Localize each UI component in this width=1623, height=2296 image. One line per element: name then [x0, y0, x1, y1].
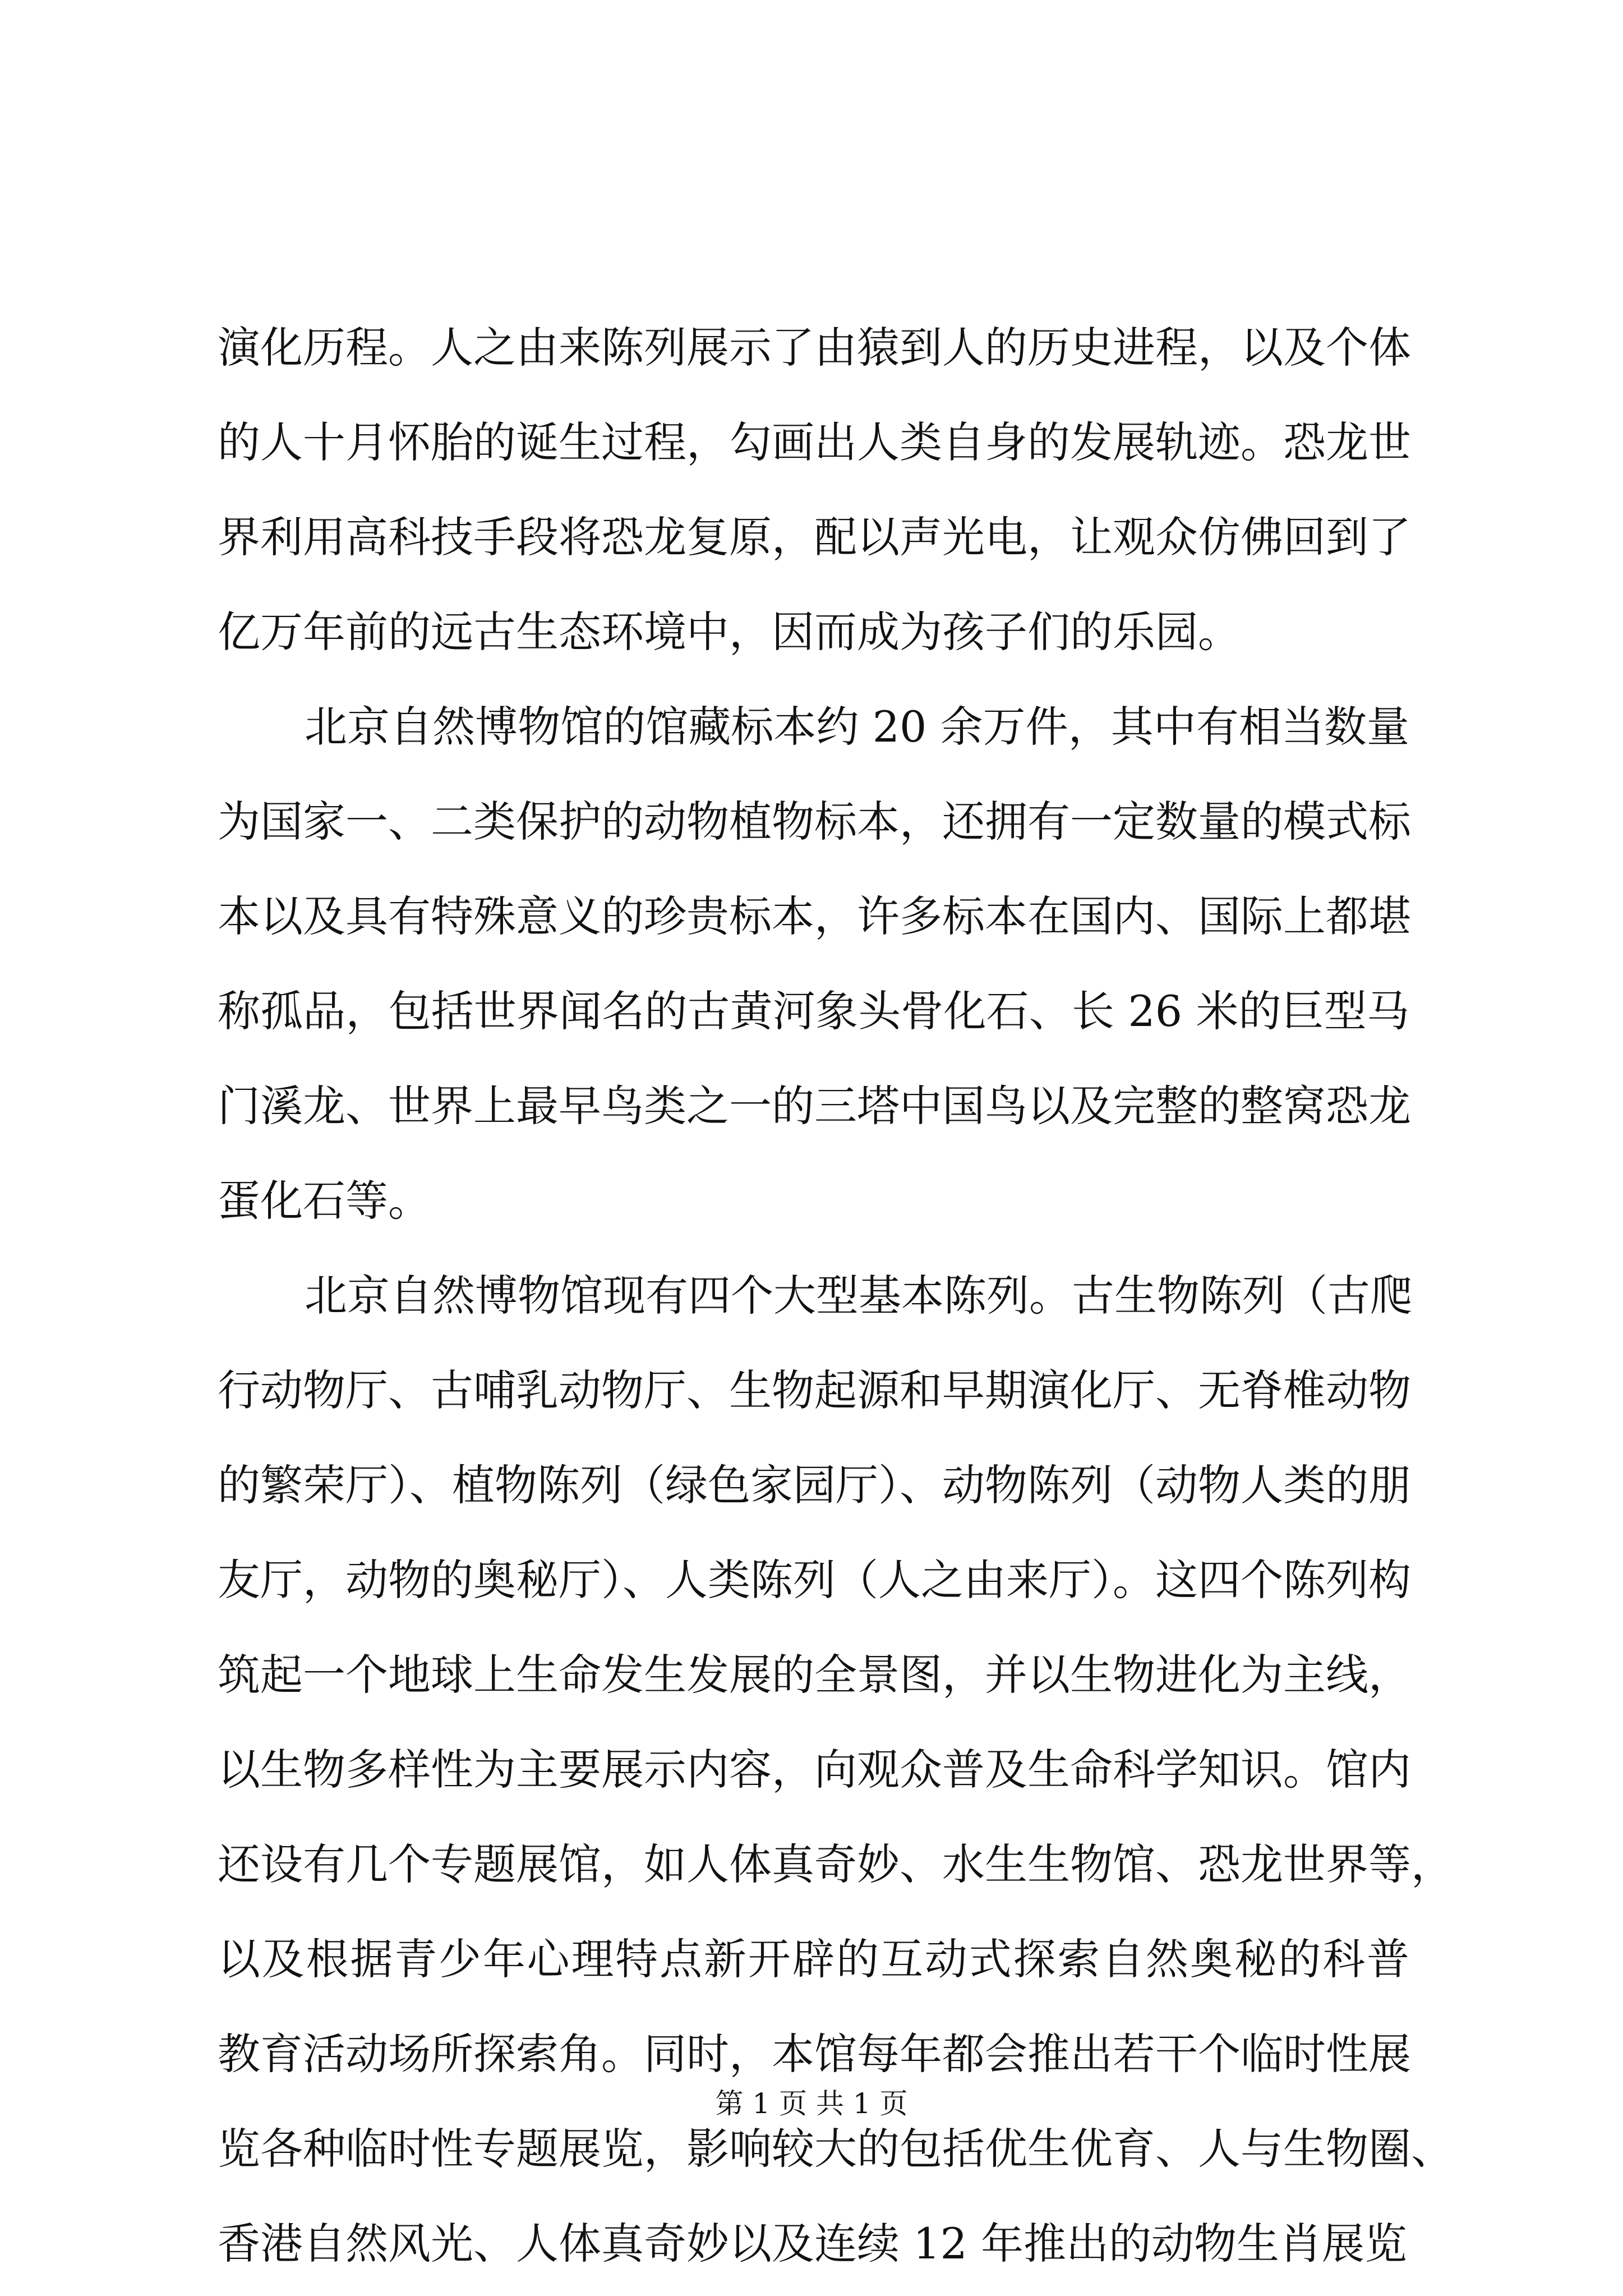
text-line: 蛋化石等。: [218, 1176, 431, 1226]
text-line: 北京自然博物馆现有四个大型基本陈列。古生物陈列（古爬: [305, 1271, 1413, 1320]
text-line: 以生物多样性为主要展示内容，向观众普及生命科学知识。馆内: [218, 1745, 1411, 1795]
text-line: 的人十月怀胎的诞生过程，勾画出人类自身的发展轨迹。恐龙世: [218, 417, 1411, 467]
text-line: 亿万年前的远古生态环境中，因而成为孩子们的乐园。: [218, 607, 1241, 657]
text-line: 北京自然博物馆的馆藏标本约 20 余万件，其中有相当数量: [305, 702, 1409, 752]
paragraph-3: [218, 1248, 1454, 2291]
document-body: [218, 300, 1454, 2291]
text-line: 筑起一个地球上生命发生发展的全景图，并以生物进化为主线，: [218, 1650, 1411, 1700]
text-line: 门溪龙、世界上最早鸟类之一的三塔中国鸟以及完整的整窝恐龙: [218, 1081, 1411, 1131]
text-line: 以及根据青少年心理特点新开辟的互动式探索自然奥秘的科普: [218, 1934, 1409, 1984]
text-line: 的繁荣厅）、植物陈列（绿色家园厅）、动物陈列（动物人类的朋: [218, 1460, 1411, 1510]
text-line: 览各种临时性专题展览，影响较大的包括优生优育、人与生物圈、: [218, 2124, 1454, 2174]
text-line: 教育活动场所探索角。同时，本馆每年都会推出若干个临时性展: [218, 2029, 1411, 2079]
text-line: 本以及具有特殊意义的珍贵标本，许多标本在国内、国际上都堪: [218, 891, 1411, 941]
text-line: 演化历程。人之由来陈列展示了由猿到人的历史进程，以及个体: [218, 323, 1411, 372]
text-line: 友厅，动物的奥秘厅）、人类陈列（人之由来厅）。这四个陈列构: [218, 1555, 1411, 1605]
text-line: 香港自然风光、人体真奇妙以及连续 12 年推出的动物生肖展览: [218, 2219, 1408, 2269]
text-line: 称孤品，包括世界闻名的古黄河象头骨化石、长 26 米的巨型马: [218, 986, 1409, 1036]
text-line: 行动物厅、古哺乳动物厅、生物起源和早期演化厅、无脊椎动物: [218, 1365, 1411, 1415]
text-line: 界利用高科技手段将恐龙复原，配以声光电，让观众仿佛回到了: [218, 512, 1411, 562]
page-footer: [0, 2084, 1623, 2123]
paragraph-1: [218, 300, 1409, 679]
text-line: 为国家一、二类保护的动物植物标本，还拥有一定数量的模式标: [218, 797, 1411, 846]
text-line: 还设有几个专题展馆，如人体真奇妙、水生生物馆、恐龙世界等，: [218, 1839, 1454, 1889]
paragraph-2: [218, 679, 1409, 1248]
page-number-label: 第 1 页 共 1 页: [715, 2087, 908, 2120]
